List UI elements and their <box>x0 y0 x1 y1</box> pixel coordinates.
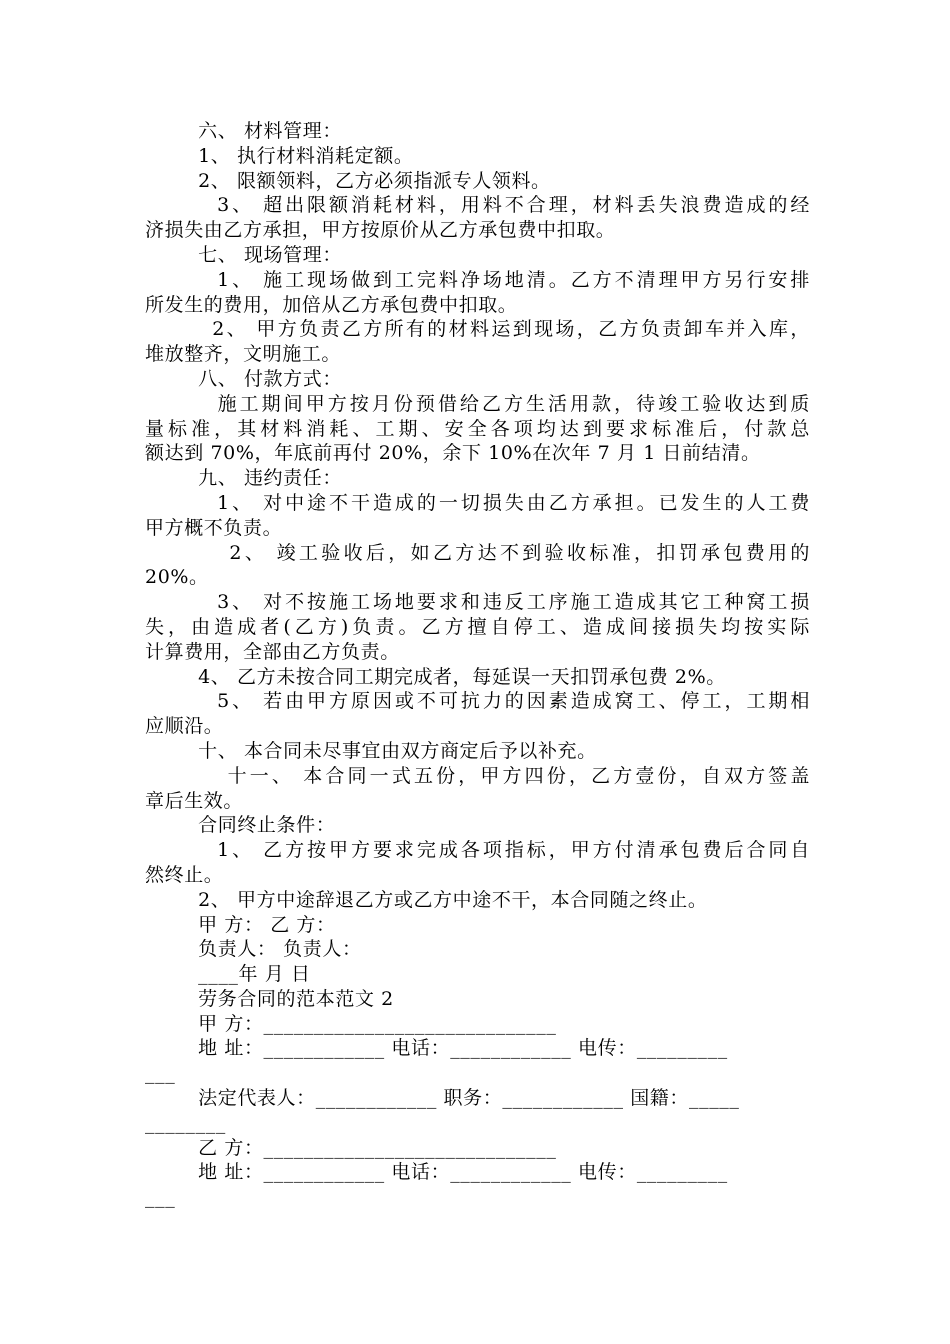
text-line: 施工期间甲方按月份预借给乙方生活用款，待竣工验收达到质 <box>145 392 810 415</box>
contract-text-body <box>145 119 810 1210</box>
text-line: 2、 甲方中途辞退乙方或乙方中途不干，本合同随之终止。 <box>145 888 708 911</box>
text-line: 1、 执行材料消耗定额。 <box>145 144 414 167</box>
text-line: 1、 对中途不干造成的一切损失由乙方承担。已发生的人工费 <box>145 491 810 514</box>
text-line: ___ <box>145 1186 176 1209</box>
text-line: 甲方概不负责。 <box>145 516 283 539</box>
text-line: 5、 若由甲方原因或不可抗力的因素造成窝工、停工，工期相 <box>145 690 810 713</box>
party-a-address-field: 地 址：____________ 电话：____________ 电传：_________ <box>145 1037 728 1060</box>
text-line: 1、 施工现场做到工完料净场地清。乙方不清理甲方另行安排 <box>145 268 810 291</box>
text-line: ___ <box>145 1062 176 1085</box>
text-line: 量标准，其材料消耗、工期、安全各项均达到要求标准后，付款总 <box>145 417 810 440</box>
section-heading-materials: 六、 材料管理： <box>145 120 342 142</box>
signature-responsible: 负责人： 负责人： <box>145 938 362 961</box>
legal-representative-field: 法定代表人：____________ 职务：____________ 国籍：_____ <box>145 1087 740 1110</box>
section-heading-site: 七、 现场管理： <box>145 243 342 266</box>
text-line: 所发生的费用，加倍从乙方承包费中扣取。 <box>145 293 518 316</box>
section-heading-supplement: 十、 本合同未尽事宜由双方商定后予以补充。 <box>145 739 597 762</box>
section-heading-breach: 九、 违约责任： <box>145 467 342 490</box>
text-line: 济损失由乙方承担，甲方按原价从乙方承包费中扣取。 <box>145 219 616 242</box>
section-heading-copies: 十一、 本合同一式五份，甲方四份，乙方壹份，自双方签盖 <box>145 764 810 787</box>
signature-date: ____年 月 日 <box>145 963 311 986</box>
signature-parties: 甲 方： 乙 方： <box>145 913 336 936</box>
text-line: 然终止。 <box>145 863 224 886</box>
text-line: 失，由造成者(乙方)负责。乙方擅自停工、造成间接损失均按实际 <box>145 615 810 638</box>
text-line: ________ <box>145 1111 226 1134</box>
text-line: 额达到 70%，年底前再付 20%，余下 10%在次年 7 月 1 日前结清。 <box>145 442 761 465</box>
text-line: 堆放整齐，文明施工。 <box>145 343 342 366</box>
party-b-address-field: 地 址：____________ 电话：____________ 电传：_________ <box>145 1161 728 1184</box>
text-line: 2、 竣工验收后，如乙方达不到验收标准，扣罚承包费用的 <box>145 541 810 564</box>
text-line: 2、 甲方负责乙方所有的材料运到现场，乙方负责卸车并入库， <box>145 318 810 341</box>
text-line: 章后生效。 <box>145 789 244 812</box>
text-line: 20%。 <box>145 566 209 589</box>
text-line: 3、 超出限额消耗材料，用料不合理，材料丢失浪费造成的经 <box>145 194 810 217</box>
section-heading-payment: 八、 付款方式： <box>145 367 342 390</box>
section-heading-termination: 合同终止条件： <box>145 814 336 837</box>
text-line: 计算费用，全部由乙方负责。 <box>145 640 400 663</box>
text-line: 2、 限额领料，乙方必须指派专人领料。 <box>145 169 551 192</box>
text-line: 3、 对不按施工场地要求和违反工序施工造成其它工种窝工损 <box>145 591 810 614</box>
template-title: 劳务合同的范本范文 2 <box>145 987 394 1010</box>
text-line: 1、 乙方按甲方要求完成各项指标，甲方付清承包费后合同自 <box>145 839 810 862</box>
text-line: 应顺沿。 <box>145 715 224 738</box>
text-line: 4、 乙方未按合同工期完成者，每延误一天扣罚承包费 2%。 <box>145 665 726 688</box>
party-a-field: 甲 方：_____________________________ <box>145 1012 557 1035</box>
party-b-field: 乙 方：_____________________________ <box>145 1136 557 1159</box>
